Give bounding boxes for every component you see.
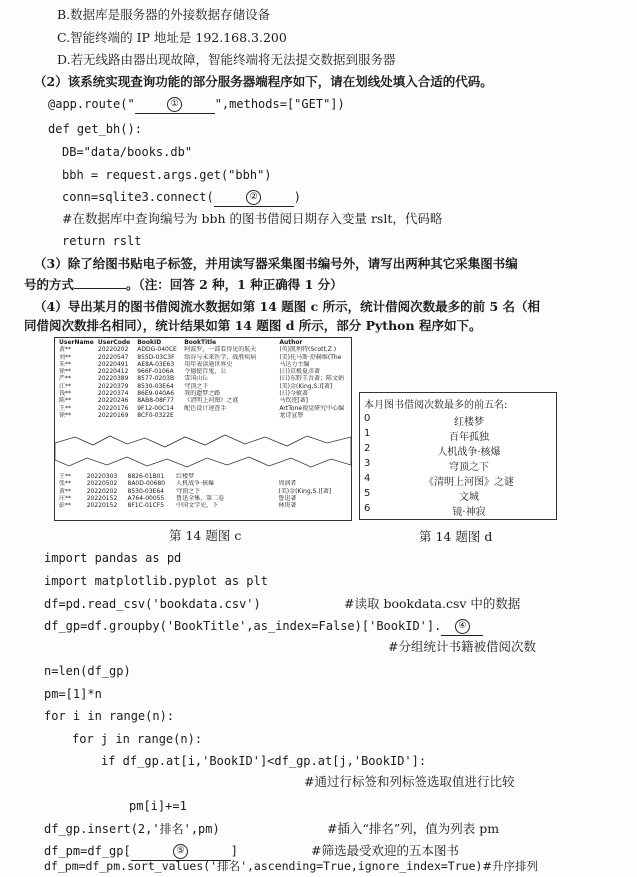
table-cell: 令德使百鬼，公 (184, 368, 227, 376)
torn-paper-break (55, 431, 351, 471)
table-cell: 966F-0106A (137, 368, 174, 376)
table-row (57, 412, 351, 419)
result-index: 2 (364, 443, 371, 454)
table-row (57, 346, 351, 353)
blank-3[interactable] (74, 288, 126, 289)
option-d: D.若无线路由器出现故障，智能终端将无法提交数据到服务器 (57, 52, 396, 67)
table-cell: 穹顶之下 (184, 382, 209, 390)
table-cell: 黄** (59, 346, 72, 354)
table-cell: 8530-03E64 (127, 487, 164, 495)
table-cell: 20220169 (97, 411, 129, 419)
table-row (57, 495, 351, 502)
result-row (364, 428, 550, 444)
table-cell: (美)托马斯·舒赫维(The (279, 353, 342, 361)
conn-line: conn=sqlite3.connect( ② ) (62, 188, 301, 207)
table-cell: 阿波罗，一部看得见的航天 (184, 346, 257, 354)
blank-1[interactable]: ① (135, 95, 215, 114)
table-cell: 王** (59, 404, 72, 412)
borrow-table-bottom (57, 473, 351, 509)
result-row (364, 503, 550, 519)
result-index: 1 (364, 428, 371, 439)
table-cell: 王** (59, 473, 72, 480)
result-row (364, 488, 550, 504)
table-cell: 20220379 (97, 382, 129, 390)
result-row (364, 458, 550, 474)
table-cell: 徐** (59, 411, 72, 419)
table-cell: 用年表读通世界史 (184, 360, 233, 368)
table-cell: 朱** (59, 360, 72, 368)
table-row (57, 473, 351, 480)
question-4-b: 同借阅次数排名相同），统计结果如第 14 题图 d 所示，部分 Python 程序如下。 (24, 318, 482, 333)
table-row (57, 383, 351, 390)
groupby-comment: #分组统计书籍被借阅次数 (388, 639, 536, 654)
figure-d-caption: 第 14 题图 d (419, 529, 493, 544)
table-cell: 8CF0-0322E (137, 411, 174, 419)
table-cell: 人机战争·核爆 (176, 480, 215, 488)
table-cell: 徐** (59, 368, 72, 376)
table-row (57, 502, 351, 509)
table-cell: 8826-01B01 (127, 473, 165, 480)
table-cell: 20220202 (86, 487, 118, 495)
result-title: 镜·神寂 (452, 507, 486, 518)
table-cell: 彭** (59, 502, 72, 510)
table-cell: 龙诗宣整 (279, 411, 304, 419)
result-index: 5 (364, 488, 371, 499)
table-cell: 配色设计速查手 (184, 404, 227, 412)
table-cell: 钱** (59, 390, 72, 398)
sort-line: df_pm=df_pm.sort_values('排名',ascending=True,ignore_index=True)#升序排列 (44, 859, 539, 873)
header-cell: UserName (59, 339, 94, 346)
table-cell: 庄** (59, 494, 72, 502)
table-cell: (日)东野圭吾著；陈文娟 (279, 375, 345, 383)
table-cell: 鲁迅著 (278, 494, 297, 502)
blank-5[interactable]: ⑤ (131, 842, 231, 861)
table-cell: 马达力主编 (279, 360, 310, 368)
blank-2[interactable]: ② (214, 188, 294, 207)
table-cell: 20220547 (97, 353, 129, 361)
table-cell: 严** (59, 375, 72, 383)
table-cell: (日)京极夏彦著 (279, 368, 321, 376)
result-title: 穹顶之下 (449, 462, 489, 473)
result-row (364, 473, 550, 489)
table-cell: 穹顶之下 (176, 487, 201, 495)
table-row (57, 405, 351, 412)
table-cell: 20220389 (97, 375, 129, 383)
header-cell: Author (279, 339, 303, 346)
def-line: def get_bh(): (48, 122, 142, 136)
import-plt: import matplotlib.pyplot as plt (44, 574, 268, 588)
table-row (57, 397, 351, 404)
table-cell: 张** (59, 480, 72, 488)
table-cell: 黄** (59, 487, 72, 495)
result-title: 人机战争·核爆 (437, 447, 501, 458)
table-cell: 20220202 (97, 346, 129, 354)
blank-4[interactable]: ④ (441, 617, 483, 636)
table-cell: 20220246 (97, 397, 129, 405)
table-cell: (美)金(King,S.)[著] (278, 487, 332, 495)
result-index: 3 (364, 458, 371, 469)
table-cell (182, 412, 277, 419)
table-row (57, 488, 351, 495)
if-comment: #通过行标签和列标签选取值进行比较 (304, 774, 515, 789)
route-line: @app.route(" ① ",methods=["GET"]) (48, 95, 345, 114)
table-cell: 林庚著 (278, 502, 297, 510)
result-row (364, 443, 550, 459)
table-cell: 20220303 (86, 473, 118, 480)
figure-c-caption: 第 14 题图 c (169, 528, 242, 543)
table-cell: 20220491 (97, 360, 129, 368)
insert-line: df_gp.insert(2,'排名',pm) (44, 822, 220, 836)
table-cell: 8530-03E64 (137, 382, 174, 390)
header-cell: UserCode (97, 339, 131, 346)
table-cell: 855D-03C3F (137, 353, 175, 361)
table-cell: 江** (59, 382, 72, 390)
table-row (57, 375, 351, 382)
table-cell: A764-00055 (127, 494, 165, 502)
table-cell: 陈** (59, 397, 72, 405)
table-cell: ArtTone视觉研究中心编 (279, 404, 345, 412)
return-line: return rslt (62, 234, 142, 248)
table-cell: 8A0D-00680 (127, 480, 166, 488)
header-cell: BookID (137, 339, 162, 346)
result-index: 0 (364, 413, 371, 424)
table-cell: 20220152 (86, 494, 118, 502)
table-cell: (美)金(King,S.)[著] (279, 382, 333, 390)
if-line: if df_gp.at[i,'BookID']<df_gp.at[j,'BookID']: (101, 754, 427, 768)
result-title: 文城 (459, 492, 479, 503)
result-index: 4 (364, 473, 371, 484)
table-cell: 20220152 (86, 502, 118, 510)
bbh-line: bbh = request.args.get("bbh") (62, 168, 272, 182)
question-4-a: （4）导出某月的图书借阅流水数据如第 14 题图 c 所示，统计借阅次数最多的前 5 名（相 (34, 299, 541, 314)
pm-line: pm=[1]*n (44, 687, 102, 701)
table-cell: 20220502 (86, 480, 118, 488)
figure-d-result (359, 392, 557, 520)
for-j-line: for j in range(n): (72, 732, 203, 746)
table-cell: 我的遗梦之路 (184, 390, 221, 398)
table-cell: 8F1C-01CF5 (127, 502, 165, 510)
n-line: n=len(df_gp) (44, 664, 131, 678)
result-index: 6 (364, 503, 371, 514)
import-pandas: import pandas as pd (44, 551, 182, 565)
dfpm-line: df_pm=df_gp[ ⑤ ] (44, 842, 238, 861)
table-cell: (英)凯利特(Scott,Z.) (279, 346, 337, 354)
result-title: 红楼梦 (454, 417, 484, 428)
borrow-table-top (57, 339, 351, 419)
result-row (364, 413, 550, 429)
question-2: （2）该系统实现查询功能的部分服务器端程序如下，请在划线处填入合适的代码。 (34, 74, 493, 89)
table-cell: 雪国山丘 (184, 375, 209, 383)
table-cell (276, 473, 351, 480)
table-row (57, 361, 351, 368)
table-cell: 周润者 (278, 480, 297, 488)
table-cell: 中国文学史，下 (176, 502, 219, 510)
table-cell: 《清明上河图》之谜 (184, 397, 239, 405)
table-cell: 20220412 (97, 368, 129, 376)
insert-comment: #插入“排名”列，值为列表 pm (327, 821, 500, 836)
table-cell: ADDG-040CE (137, 346, 177, 354)
option-c: C.智能终端的 IP 地址是 192.168.3.200 (57, 30, 287, 45)
table-row (57, 368, 351, 375)
table-cell: 马钦迹[著] (279, 397, 309, 405)
groupby-line: df_gp=df.groupby('BookTitle',as_index=False)['BookID']. ④ (44, 617, 483, 636)
read-csv-comment: #读取 bookdata.csv 中的数据 (344, 596, 521, 611)
table-cell: (日)今敏著 (279, 390, 309, 398)
table-cell: 给谷与未来医学，战胜疾病 (184, 353, 257, 361)
db-line: DB="data/books.db" (62, 145, 193, 159)
table-header-row (57, 339, 351, 346)
table-row (57, 390, 351, 397)
table-row (57, 480, 351, 487)
result-title: 百年孤独 (449, 432, 489, 443)
question-3-b: 号的方式 。（注：回答 2 种，1 种正确得 1 分） (24, 277, 343, 292)
table-cell: 86E9-040A6 (137, 390, 175, 398)
dfpm-comment: #筛选最受欢迎的五本图书 (311, 843, 459, 858)
table-row (57, 354, 351, 361)
question-3-a: （3）除了给图书贴电子标签，并用读写器采集图书编号外，请写出两种其它采集图书编 (34, 256, 518, 271)
for-i-line: for i in range(n): (44, 709, 175, 723)
table-cell: 20220374 (97, 390, 129, 398)
table-cell: 鲁迅全集，第二卷 (176, 494, 225, 502)
result-title: 《清明上河图》之谜 (424, 477, 514, 488)
header-cell: BookTitle (184, 339, 217, 346)
table-cell: AE8A-03E63 (137, 360, 175, 368)
table-cell: 红楼梦 (176, 473, 195, 480)
read-csv-line: df=pd.read_csv('bookdata.csv') (44, 597, 261, 611)
table-cell: 20220176 (97, 404, 129, 412)
option-b: B.数据库是服务器的外接数据存储设备 (57, 7, 271, 22)
table-cell: 8577-0203B (137, 375, 175, 383)
table-cell: 9F12-00C14 (137, 404, 174, 412)
figure-c-table (54, 337, 352, 521)
query-comment: #在数据库中查询编号为 bbh 的图书借阅日期存入变量 rslt，代码略 (62, 211, 443, 226)
table-cell: 8AB8-08F77 (137, 397, 174, 405)
table-cell: 刘** (59, 353, 72, 361)
pm-increment: pm[i]+=1 (129, 799, 187, 813)
figure-d-title: 本月图书借阅次数最多的前五名: (364, 400, 508, 411)
